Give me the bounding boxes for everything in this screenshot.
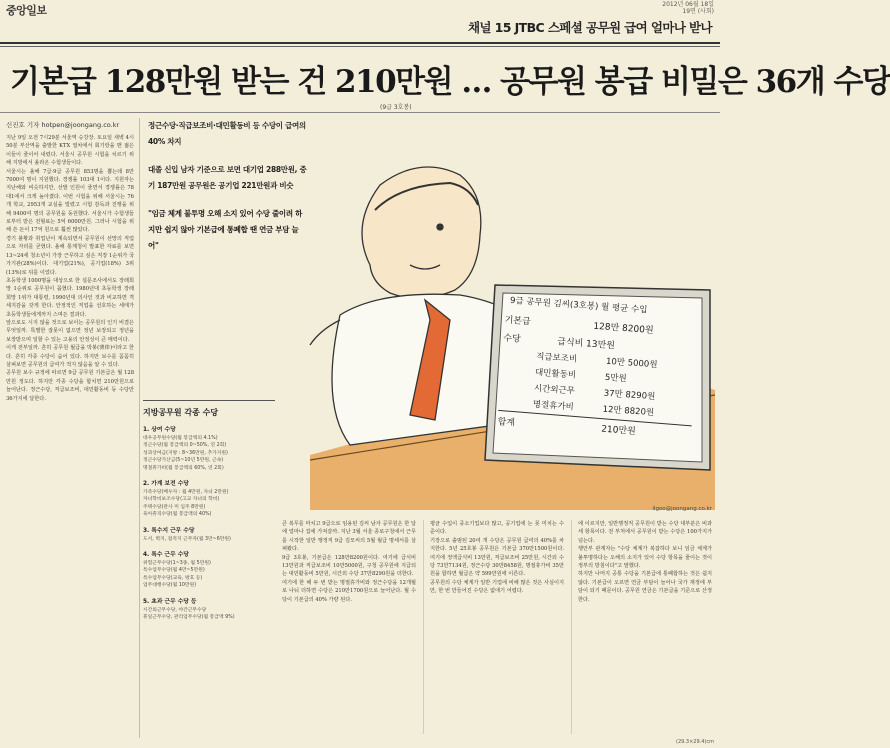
sidebar-section-item: 주택수당(관사 미 입주 8만원) bbox=[143, 504, 206, 510]
sheet-total-label: 합계 bbox=[497, 417, 516, 429]
sidebar-title: 지방공무원 각종 수당 bbox=[143, 408, 219, 417]
issue-date: 2012년 06월 18일 bbox=[662, 1, 714, 8]
column-divider bbox=[571, 520, 572, 734]
newspaper-logo: 중앙일보 bbox=[6, 4, 47, 17]
divider bbox=[0, 42, 720, 44]
sheet-line-value: 10만 5000원 bbox=[605, 356, 658, 371]
sidebar-section-item: 정근수당가산금(5~10년 5만원, 근속) bbox=[143, 458, 224, 464]
sidebar-section-item: 정근수당(월 봉급액의 0~50%, 연 2회) bbox=[143, 443, 227, 449]
sidebar-section-item: 위험근무수당(1~3종, 월 5만원) bbox=[143, 561, 211, 567]
sheet-total-value: 210만원 bbox=[600, 424, 637, 437]
paragraph: 경기 불황과 취업난이 계속되면서 공무원이 선망의 직업으로 자리를 굳혔다. 올해 통계청이 발표한 자료를 보면 13~24세 청소년이 가장 근무하고 싶은 직장 1순위가 국가기관(28%)이다. 대기업(21%), 공기업(18%) 3위(13%)로 뒤를 이었다. bbox=[6, 235, 134, 276]
sidebar-section-item: 자녀학비보조수당(고교 자녀의 학비) bbox=[143, 497, 220, 503]
sheet-line-value: 128만 8200원 bbox=[593, 321, 654, 336]
paragraph: 에 이르지만, 일반행정직 공무원이 받는 수당 대부분은 비과세 항목이다. 전 부처에서 공무원이 받는 수당은 100가지가 넘는다. 행안부 관계자는 "수당 체계가 복잡하다 보니 임금 체계가 불투명하다는 오해의 소지가 있어 수당 항목을 줄이는 것이 정부의 방침이다"고 말했다. 하지만 나머지 공통 수당을 기본급에 통폐합하는 것은 쉽지 않다. 기본급이 오르면 연금 부담이 늘어나 국가 재정에 부담이 되기 때문이다. 공무원 연금은 기본급을 기준으로 산정한다. bbox=[578, 521, 712, 603]
illustration-credit: ilgoo@joongang.co.kr bbox=[652, 506, 712, 512]
headline: 기본급 128만원 받는 건 210만원 … 공무원 봉급 비밀은 36개 수당 bbox=[10, 64, 890, 100]
sidebar-section-item: 특수업무수당(월 4만~5만원) bbox=[143, 568, 205, 574]
income-sheet bbox=[495, 295, 710, 455]
paragraph: 큰 복무를 마치고 9급으로 임용된 김씨 남자 공무원은 한 달에 얼마나 집에 가져갈까. 지난 3월 서울 종로구청에서 근무를 시작한 일반 행정직 9급 김모씨의 5월 월급 명세서를 살펴봤다. 9급 3호봉, 기본급은 128만8200원이다. 여기에 급식비 13만원과 직급보조비 10만5000원, 구청 공무원에 지급되는 대민활동비 5만원, 시간외 수당 37만8290원을 더한다. 여기에 한 해 두 번 받는 명절휴가비와 정근수당을 12개월로 나눠 더하면 수당은 210만1700원으로 늘어난다. 월 수당이 기본급의 40% 가량 된다. bbox=[282, 521, 416, 603]
allowance-sidebar bbox=[143, 400, 275, 741]
sheet-line-value: 급식비 13만원 bbox=[556, 337, 616, 352]
column-divider bbox=[423, 520, 424, 734]
sidebar-section-title: 5. 초과 근무 수당 등 bbox=[143, 598, 197, 605]
sidebar-section-item: 특수업무수당(교육, 방호 등) bbox=[143, 575, 203, 581]
series-title: 채널 15 JTBC 스페셜 공무원 급여 얼마나 받나 bbox=[467, 20, 712, 35]
sidebar-section-item: 가족수당(배우자 : 월 4만원, 자녀 2만원) bbox=[143, 490, 229, 496]
sheet-line-value: 37만 8290원 bbox=[603, 388, 656, 403]
sheet-line-label: 기본급 bbox=[504, 315, 531, 328]
paragraph: 공무원 보수 규정에 따르면 9급 공무원 기본급은 월 128만원 정도다. 하지만 각종 수당을 합치면 210만원으로 늘어난다. 정근수당, 직급보조비, 대민활동비 등 수당만 36가지에 달한다. bbox=[6, 370, 134, 402]
sidebar-section-item: 휴일근무수당, 관리업무수당(월 봉급액 9%) bbox=[143, 615, 235, 621]
summary-item: 정근수당·직급보조비·대민활동비 등 수당이 급여의 40% 차지 bbox=[148, 121, 306, 146]
article-column bbox=[282, 520, 416, 734]
sidebar-section-title: 1. 상여 수당 bbox=[143, 427, 176, 433]
byline: 신진호 기자 hotpen@joongang.co.kr bbox=[6, 121, 120, 129]
sidebar-section-item: 대우공무원수당(월 봉급액의 4.1%) bbox=[143, 436, 218, 441]
sheet-line-label: 수당 bbox=[502, 333, 522, 345]
article-column bbox=[578, 520, 712, 734]
sidebar-section-item: 업무대행수당(월 10만원) bbox=[143, 583, 197, 589]
article-summary bbox=[148, 118, 308, 266]
article-column bbox=[430, 520, 564, 734]
paragraph: 지난 9일 오전 7시29분 서울역 승강장. 토요일 새벽 4시50분 부산역을 출발한 KTX 열차에서 회기랑을 맨 젊은이들이 줄이어 내렸다. 서울시 공무원 시험을 치르기 위해 지방에서 올라온 수험생들이다. bbox=[6, 135, 134, 167]
sidebar-section-title: 4. 특수 근무 수당 bbox=[143, 552, 189, 559]
sheet-line-label: 시간외근무 bbox=[533, 383, 576, 397]
paragraph: 서울시는 올해 7급·9급 공무원 853명을 뽑는데 8만7000여 명이 지원했다. 경쟁률 103대 1이다. 지원자는 지난해와 비슷하지만, 선발 인원이 줄면서 경쟁률은 78대1에서 크게 높아졌다. 이번 시험을 위해 서울시는 76개 학교, 2953개 교실을 빌렸고 시험 감독과 진행을 위해 9400여 명의 공무원을 동원했다. 서울시가 수험생들로부터 받은 전형료는 5억 6000만원. 그러나 시험을 위해 쓴 돈이 17억 원으로 훨씬 많았다. bbox=[6, 168, 134, 234]
divider bbox=[0, 46, 720, 47]
sheet-line-value: 12만 8820원 bbox=[602, 404, 655, 419]
headline-ref: (9급 3호봉) bbox=[380, 104, 412, 111]
sidebar-section-title: 3. 특수지 근무 수당 bbox=[143, 527, 195, 534]
masthead bbox=[0, 0, 720, 42]
sheet-line-value: 5만원 bbox=[604, 372, 627, 385]
sidebar-section-item: 성과상여금(지방 : 8~36만원, 추가지원) bbox=[143, 450, 228, 456]
sidebar-section-item: 도서, 벽지, 접적지 근무자(월 3만~6만원) bbox=[143, 536, 231, 542]
paragraph: 평균 수입이 중소기업보다 많고, 공기업에 는 못 미치는 수준이다. 기장으로 출범된 20여 개 수당은 공무원 급여의 40%를 차지한다. 5년 25호봉 공무원은 기본급 370만1500원이다. 여기에 정액급식비 13만원, 직급보조비 25만원, 시간외 수당 73만7134원, 정근수당 30만8458원, 명절휴가비 35만원을 합하면 월급은 약 599만원에 이른다. 공무원의 수당 체계가 일반 기업에 비해 많은 것은 사실이지만, 한 번 만들어진 수당은 없애기 어렵다. bbox=[430, 521, 564, 595]
divider bbox=[0, 112, 720, 113]
sheet-line-label: 명절휴가비 bbox=[532, 399, 575, 413]
sheet-line-label: 대민활동비 bbox=[534, 367, 577, 381]
sidebar-section-title: 2. 가계 보전 수당 bbox=[143, 481, 189, 488]
sidebar-section-item: 육아휴직수당(월 봉급액의 40%) bbox=[143, 512, 212, 518]
sidebar-section-item: 시간외근무수당, 야간근무수당 bbox=[143, 607, 207, 613]
clipping-size: (29.3×29.4)cm bbox=[676, 739, 714, 745]
article-bottom-columns bbox=[282, 520, 716, 734]
paragraph: 초등학생 1000명을 대상으로 한 설문조사에서도 장래희망 1순위로 공무원이 꼽혔다. 1980년대 초등학생 장래희망 1위가 대통령, 1990년대 의사인 것과 비교하면 격세지감을 갖게 한다. 안정적인 직업을 선호하는 세태가 초등학생들에게까지 스며든 결과다. bbox=[6, 277, 134, 318]
summary-item: 대졸 신입 남자 기준으로 보면 대기업 288만원, 중기 187만원 공무원은 공기업 221만원과 비슷 bbox=[148, 165, 307, 190]
paragraph: 앞으로도 시지 않을 것으로 보이는 공무원의 인기 비결은 무엇일까. 특별한 잘못이 없으면 정년 보장되고 정년을 보장받으며 일할 수 있는 고용의 안정성이 큰 매력이다. bbox=[6, 319, 134, 343]
issue-page: 19면 (사회) bbox=[682, 8, 714, 15]
sheet-title: 9급 공무원 김씨(3호봉) 월 평균 수입 bbox=[509, 295, 648, 316]
sidebar-section-item: 명절휴가비(월 봉급액의 60%, 연 2회) bbox=[143, 465, 224, 471]
paragraph: 이게 전부일까. 흔히 공무원 월급을 박봉(薄俸)이라고 한다. 흔히 각종 수당이 숨어 있다. 하지만 보수를 꼼꼼히 살펴보면 공무원의 급여가 적지 않음을 알 수 있다. bbox=[6, 345, 134, 368]
sheet-line-label: 직급보조비 bbox=[535, 351, 578, 365]
article-column-left bbox=[6, 134, 134, 738]
column-divider bbox=[139, 118, 140, 738]
summary-quote: "임금 체계 불투명 오해 소지 있어 수당 줄이려 하지만 쉽지 않아 기본급에 통폐합 땐 연금 부담 늘어" bbox=[148, 209, 303, 250]
issue-info bbox=[662, 1, 714, 15]
